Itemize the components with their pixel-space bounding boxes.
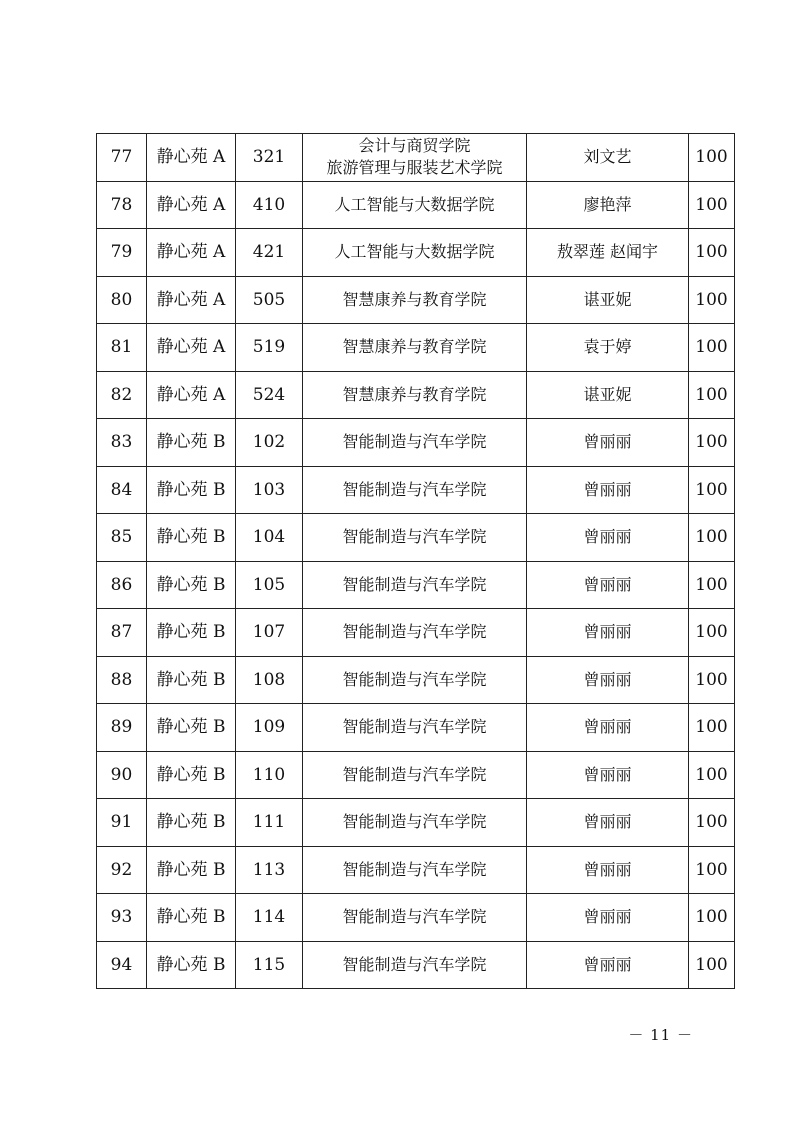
row-number: 87 <box>97 609 147 657</box>
score-cell: 100 <box>689 466 735 514</box>
building-cell: 静心苑 A <box>147 371 236 419</box>
room-number: 505 <box>236 276 303 324</box>
person-in-charge: 曾丽丽 <box>527 419 689 467</box>
row-number: 81 <box>97 324 147 372</box>
score-cell: 100 <box>689 609 735 657</box>
score-cell: 100 <box>689 704 735 752</box>
score-cell: 100 <box>689 941 735 989</box>
college-name-line: 智能制造与汽车学院 <box>342 479 487 499</box>
building-cell: 静心苑 B <box>147 751 236 799</box>
college-name-line: 智能制造与汽车学院 <box>342 764 487 784</box>
college-name-line: 智能制造与汽车学院 <box>342 859 487 879</box>
college-name-line: 智慧康养与教育学院 <box>342 384 487 404</box>
building-cell: 静心苑 B <box>147 941 236 989</box>
college-name-line: 智慧康养与教育学院 <box>342 289 487 309</box>
college-cell <box>303 656 527 704</box>
row-number: 80 <box>97 276 147 324</box>
person-in-charge: 敖翠莲 赵闻宇 <box>527 229 689 277</box>
college-cell <box>303 704 527 752</box>
college-cell <box>303 894 527 942</box>
room-number: 410 <box>236 181 303 229</box>
room-number: 108 <box>236 656 303 704</box>
college-name-line: 智慧康养与教育学院 <box>342 337 487 357</box>
row-number: 90 <box>97 751 147 799</box>
room-number: 113 <box>236 846 303 894</box>
row-number: 83 <box>97 419 147 467</box>
college-name-line: 智能制造与汽车学院 <box>342 812 487 832</box>
college-name-line: 智能制造与汽车学院 <box>342 717 487 737</box>
table-row <box>97 704 735 752</box>
person-in-charge: 刘文艺 <box>527 134 689 182</box>
row-number: 93 <box>97 894 147 942</box>
building-cell: 静心苑 B <box>147 419 236 467</box>
score-cell: 100 <box>689 894 735 942</box>
building-cell: 静心苑 B <box>147 704 236 752</box>
college-name-line: 智能制造与汽车学院 <box>342 622 487 642</box>
table-row <box>97 324 735 372</box>
college-cell <box>303 134 527 182</box>
college-cell <box>303 276 527 324</box>
dormitory-score-table <box>96 133 735 989</box>
college-cell <box>303 419 527 467</box>
person-in-charge: 谌亚妮 <box>527 276 689 324</box>
person-in-charge: 曾丽丽 <box>527 941 689 989</box>
building-cell: 静心苑 B <box>147 466 236 514</box>
table-row <box>97 894 735 942</box>
row-number: 91 <box>97 799 147 847</box>
row-number: 89 <box>97 704 147 752</box>
college-cell <box>303 181 527 229</box>
room-number: 104 <box>236 514 303 562</box>
table-row <box>97 229 735 277</box>
table-row <box>97 276 735 324</box>
building-cell: 静心苑 B <box>147 656 236 704</box>
person-in-charge: 曾丽丽 <box>527 514 689 562</box>
row-number: 85 <box>97 514 147 562</box>
building-cell: 静心苑 B <box>147 514 236 562</box>
room-number: 109 <box>236 704 303 752</box>
table-row <box>97 514 735 562</box>
college-cell <box>303 799 527 847</box>
person-in-charge: 谌亚妮 <box>527 371 689 419</box>
table-row <box>97 799 735 847</box>
table-row <box>97 561 735 609</box>
building-cell: 静心苑 A <box>147 134 236 182</box>
building-cell: 静心苑 B <box>147 894 236 942</box>
college-cell <box>303 514 527 562</box>
room-number: 111 <box>236 799 303 847</box>
score-cell: 100 <box>689 229 735 277</box>
row-number: 92 <box>97 846 147 894</box>
college-name-line: 智能制造与汽车学院 <box>342 907 487 927</box>
table-row <box>97 134 735 182</box>
score-cell: 100 <box>689 419 735 467</box>
room-number: 105 <box>236 561 303 609</box>
person-in-charge: 曾丽丽 <box>527 894 689 942</box>
person-in-charge: 廖艳萍 <box>527 181 689 229</box>
building-cell: 静心苑 B <box>147 799 236 847</box>
person-in-charge: 曾丽丽 <box>527 609 689 657</box>
room-number: 115 <box>236 941 303 989</box>
building-cell: 静心苑 A <box>147 229 236 277</box>
room-number: 321 <box>236 134 303 182</box>
building-cell: 静心苑 B <box>147 846 236 894</box>
college-name-line: 会计与商贸学院 <box>358 136 471 156</box>
college-name-line: 人工智能与大数据学院 <box>334 242 495 262</box>
score-cell: 100 <box>689 324 735 372</box>
score-cell: 100 <box>689 134 735 182</box>
score-cell: 100 <box>689 561 735 609</box>
person-in-charge: 曾丽丽 <box>527 799 689 847</box>
college-name-line: 智能制造与汽车学院 <box>342 669 487 689</box>
row-number: 77 <box>97 134 147 182</box>
college-cell <box>303 371 527 419</box>
room-number: 110 <box>236 751 303 799</box>
building-cell: 静心苑 A <box>147 324 236 372</box>
row-number: 79 <box>97 229 147 277</box>
room-number: 102 <box>236 419 303 467</box>
table-row <box>97 609 735 657</box>
table-row <box>97 181 735 229</box>
room-number: 524 <box>236 371 303 419</box>
table-row <box>97 656 735 704</box>
row-number: 94 <box>97 941 147 989</box>
row-number: 82 <box>97 371 147 419</box>
table-row <box>97 371 735 419</box>
row-number: 78 <box>97 181 147 229</box>
score-cell: 100 <box>689 799 735 847</box>
college-cell <box>303 846 527 894</box>
table-row <box>97 751 735 799</box>
building-cell: 静心苑 B <box>147 609 236 657</box>
person-in-charge: 曾丽丽 <box>527 704 689 752</box>
college-name-line: 智能制造与汽车学院 <box>342 954 487 974</box>
table-body <box>97 134 735 989</box>
person-in-charge: 曾丽丽 <box>527 656 689 704</box>
college-cell <box>303 466 527 514</box>
room-number: 103 <box>236 466 303 514</box>
person-in-charge: 袁于婷 <box>527 324 689 372</box>
college-name-line: 旅游管理与服装艺术学院 <box>326 158 503 178</box>
row-number: 86 <box>97 561 147 609</box>
score-cell: 100 <box>689 656 735 704</box>
person-in-charge: 曾丽丽 <box>527 846 689 894</box>
table-row <box>97 846 735 894</box>
college-name-line: 智能制造与汽车学院 <box>342 432 487 452</box>
college-cell <box>303 751 527 799</box>
room-number: 519 <box>236 324 303 372</box>
row-number: 88 <box>97 656 147 704</box>
college-cell <box>303 561 527 609</box>
person-in-charge: 曾丽丽 <box>527 751 689 799</box>
table-row <box>97 419 735 467</box>
room-number: 107 <box>236 609 303 657</box>
college-cell <box>303 941 527 989</box>
college-cell <box>303 229 527 277</box>
college-name-line: 人工智能与大数据学院 <box>334 194 495 214</box>
college-cell <box>303 324 527 372</box>
score-cell: 100 <box>689 751 735 799</box>
building-cell: 静心苑 A <box>147 276 236 324</box>
table-row <box>97 941 735 989</box>
person-in-charge: 曾丽丽 <box>527 561 689 609</box>
score-cell: 100 <box>689 514 735 562</box>
page-number: － 11 － <box>628 1026 693 1044</box>
score-cell: 100 <box>689 846 735 894</box>
score-cell: 100 <box>689 371 735 419</box>
table-row <box>97 466 735 514</box>
building-cell: 静心苑 B <box>147 561 236 609</box>
room-number: 114 <box>236 894 303 942</box>
score-cell: 100 <box>689 276 735 324</box>
building-cell: 静心苑 A <box>147 181 236 229</box>
person-in-charge: 曾丽丽 <box>527 466 689 514</box>
score-cell: 100 <box>689 181 735 229</box>
room-number: 421 <box>236 229 303 277</box>
college-cell <box>303 609 527 657</box>
row-number: 84 <box>97 466 147 514</box>
college-name-line: 智能制造与汽车学院 <box>342 574 487 594</box>
college-name-line: 智能制造与汽车学院 <box>342 527 487 547</box>
